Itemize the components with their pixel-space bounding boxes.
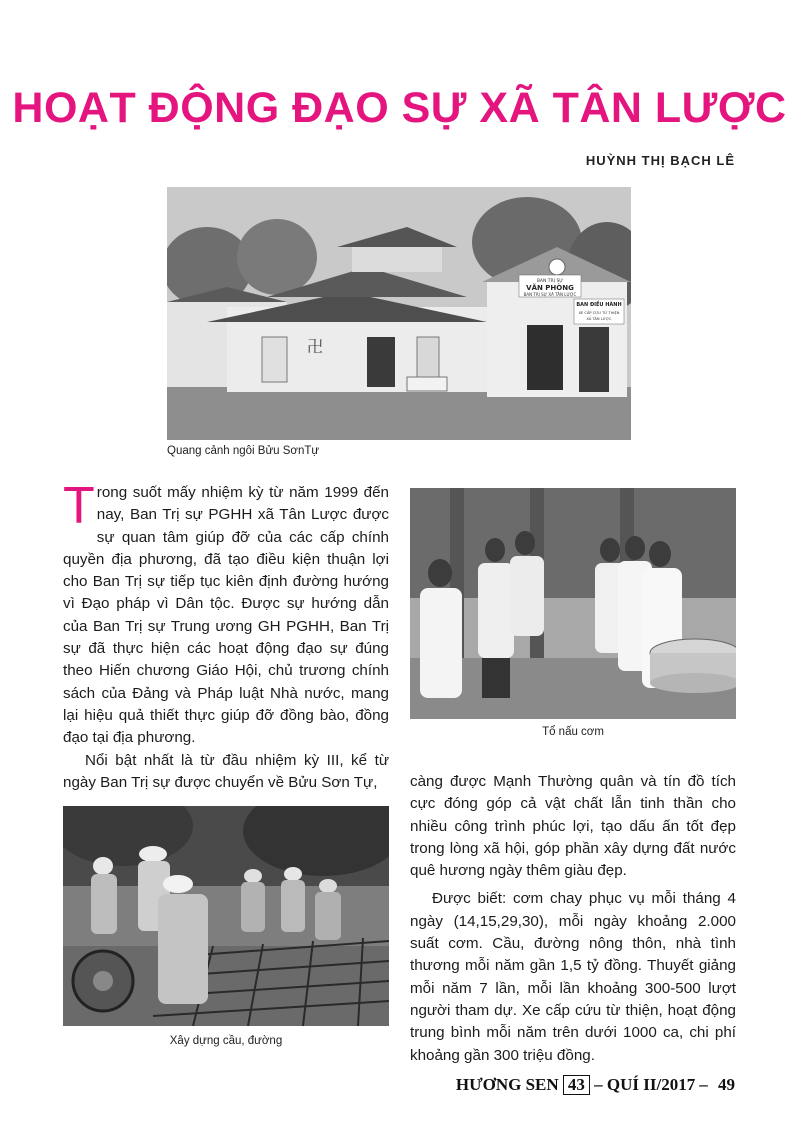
office-sign-main: VĂN PHÒNG <box>526 284 574 292</box>
paragraph-intro-text: rong suốt mấy nhiệm kỳ từ năm 1999 đến nay, Ban Trị sự PGHH xã Tân Lược được sự quan tâm giúp đỡ của các cấp chính quyền địa phương, đã tạo điều kiện thuận lợi cho Ban Trị sự tiếp tục kiên định đường hướng vì Đạo pháp vì Dân tộc. Được sự hướng dẫn của Ban Trị sự Trung ương GH PGHH, Ban Trị sự đã thực hiện các hoạt động đạo sự đúng theo Hiến chương Giáo Hội, chủ trương chính sách của Đảng và Pháp luật Nhà nước, mang lại hiệu quả thiết thực giúp đỡ đồng bào, đồng đạo tại địa phương. <box>63 484 389 747</box>
article-column-left <box>63 477 389 794</box>
article-column-right <box>410 771 736 1067</box>
cooking-photo <box>410 488 736 719</box>
article-title: HOẠT ĐỘNG ĐẠO SỰ XÃ TÂN LƯỢC <box>12 84 787 132</box>
footer-separator: – <box>699 1075 708 1094</box>
issue-period: QUÍ II/2017 <box>606 1075 696 1094</box>
cooking-photo-caption: Tổ nấu cơm <box>542 726 604 738</box>
footer-separator: – <box>594 1075 603 1094</box>
author-name: HUỲNH THỊ BẠCH LÊ <box>585 153 735 168</box>
magazine-name: HƯƠNG SEN <box>455 1075 559 1094</box>
paragraph-highlight-continued: càng được Mạnh Thường quân và tín đồ tích cực đóng góp cả vật chất lẫn tinh thần cho nhiều công trình phúc lợi, tạo dấu ấn tốt đẹp trong lòng xã hội, góp phần xây dựng đất nước quê hương ngày thêm giàu đẹp. <box>410 773 736 880</box>
relief-sign-sub2: XÃ TÂN LƯỢC <box>586 317 612 321</box>
page-number: 49 <box>718 1075 735 1094</box>
paragraph-intro <box>63 477 389 750</box>
construction-photo <box>63 806 389 1026</box>
relief-sign-sub1: XE CẤP CỨU TỪ THIỆN <box>578 311 620 315</box>
paragraph-highlight-start: Nổi bật nhất là từ đầu nhiệm kỳ III, kể từ ngày Ban Trị sự được chuyển về Bửu Sơn Tự, <box>63 751 389 791</box>
temple-photo-caption: Quang cảnh ngôi Bửu SơnTự <box>167 445 320 457</box>
office-sign-top: BAN TRỊ SỰ <box>536 279 564 284</box>
construction-photo-caption: Xây dựng cầu, đường <box>169 1035 283 1047</box>
issue-number: 43 <box>563 1075 590 1095</box>
paragraph-statistics: Được biết: cơm chay phục vụ mỗi tháng 4 ngày (14,15,29,30), mỗi ngày khoảng 2.000 suất cơm. Cầu, đường nông thôn, nhà tình thương mỗi năm gần 1,5 tỷ đồng. Thuyết giảng mỗi năm 7 lần, mỗi lần khoảng 300-500 lượt người tham dự. Xe cấp cứu từ thiện, hoạt động trung bình mỗi năm trên dưới 1000 ca, chi phí khoảng gần 300 triệu đồng. <box>410 890 736 1064</box>
relief-sign-main: BAN ĐIỀU HÀNH <box>576 302 622 308</box>
svg-text:卍: 卍 <box>307 337 324 356</box>
drop-cap: T <box>63 477 95 535</box>
temple-photo <box>167 187 631 440</box>
page-footer <box>456 1075 735 1095</box>
office-sign-sub: BAN TRỊ SỰ XÃ TÂN LƯỢC <box>523 292 577 297</box>
